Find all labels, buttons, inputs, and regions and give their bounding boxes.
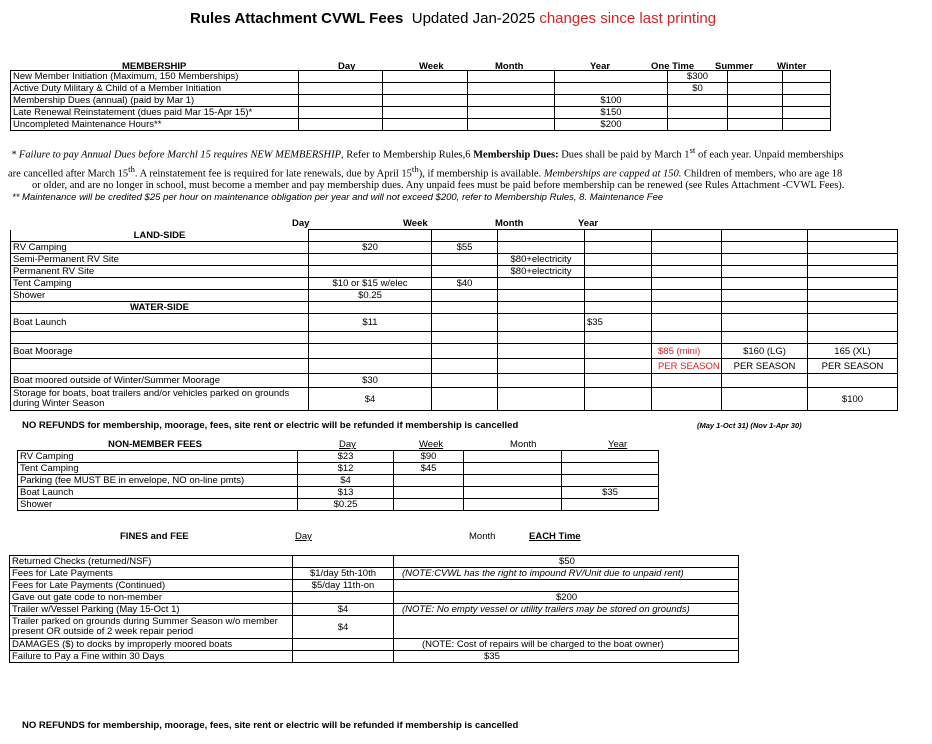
table-row: Boat Launch $13 $35 (18, 487, 659, 499)
boat-moorage-row: Boat Moorage $85 (mini) $160 (LG) 165 (XL) (11, 344, 898, 359)
col-day: Day (339, 439, 356, 450)
membership-table (10, 70, 831, 131)
col-month: Month (495, 218, 524, 229)
table-row: Shower $0.25 (18, 499, 659, 511)
fines-header: FINES and FEE (120, 531, 189, 542)
col-year: Year (578, 218, 599, 229)
table-row: Tent Camping $12 $45 (18, 463, 659, 475)
table-row (11, 332, 898, 344)
table-row: Active Duty Military & Child of a Member Initiation $0 (11, 83, 831, 95)
col-day: Day (292, 218, 310, 229)
table-row: Fees for Late Payments $1/day 5th-10th (NOTE:CVWL has the right to impound RV/Unit due to unpaid rent) (10, 568, 739, 580)
col-one-time: One Time (651, 61, 695, 72)
col-day: Day (295, 531, 312, 542)
table-row: Uncompleted Maintenance Hours** $200 (11, 119, 831, 131)
refund-notice: NO REFUNDS for membership, moorage, fees, site rent or electric will be refunded if membership is cancelled (22, 420, 519, 431)
membership-note-1: * Failure to pay Annual Dues before Marchl 15 requires NEW MEMBERSHIP, Refer to Membership Rules,6 Membership Dues: Dues shall be paid by March 1st of each year. Unpaid memberships (11, 145, 844, 161)
col-year: Year (590, 61, 611, 72)
membership-note-4: ** Maintenance will be credited $25 per hour on maintenance obligation per year and will not exceed $200, refer to Membership Rules, 8. Maintenance Fee (12, 192, 664, 203)
boat-moorage-season-row: PER SEASON PER SEASON PER SEASON (11, 359, 898, 374)
col-year: Year (608, 439, 628, 450)
membership-note-3: or older, and are no longer in school, must become a member and pay membership dues. Any unpaid fees must be paid before membership can be renewed (see Rules Attachment -CVWL Fees). (32, 180, 845, 191)
col-week: Week (403, 218, 428, 229)
table-row: Failure to Pay a Fine within 30 Days $35 (10, 651, 739, 663)
table-row: RV Camping $23 $90 (18, 451, 659, 463)
water-side-header-row (11, 302, 898, 314)
col-week: Week (419, 61, 444, 72)
table-row: Storage for boats, boat trailers and/or vehicles parked on grounds during Winter Season $4 $100 (11, 388, 898, 411)
table-row: RV Camping $20 $55 (11, 242, 898, 254)
table-row: Returned Checks (returned/NSF) $50 (10, 556, 739, 568)
table-row: Membership Dues (annual) (paid by Mar 1) $100 (11, 95, 831, 107)
col-winter: Winter (777, 61, 807, 72)
col-day: Day (338, 61, 356, 72)
table-row: Trailer parked on grounds during Summer Season w/o member present OR outside of 2 week repair period $4 (10, 616, 739, 639)
land-water-table (10, 229, 898, 411)
water-side-header: WATER-SIDE (11, 302, 309, 314)
col-month: Month (510, 439, 537, 450)
changes-note: changes since last printing (539, 10, 717, 27)
col-summer: Summer (715, 61, 754, 72)
col-month: Month (495, 61, 524, 72)
table-row: Shower $0.25 (11, 290, 898, 302)
membership-note-2: are cancelled after March 15th. A reinstatement fee is required for late renewals, due by April 15th), if membership is available. Memberships are capped at 150. Children of members, who are age 18 (8, 164, 843, 180)
season-dates: (May 1-Oct 31) (Nov 1-Apr 30) (697, 421, 802, 430)
table-row: Late Renewal Reinstatement (dues paid Mar 15-Apr 15)* $150 (11, 107, 831, 119)
land-side-header-row (11, 230, 898, 242)
table-row: Gave out gate code to non-member $200 (10, 592, 739, 604)
table-row: Boat Launch $11 $35 (11, 314, 898, 332)
table-row: New Member Initiation (Maximum, 150 Memberships) $300 (11, 71, 831, 83)
table-row: Boat moored outside of Winter/Summer Moorage $30 (11, 374, 898, 388)
non-member-table (17, 450, 659, 511)
table-row: Tent Camping $10 or $15 w/elec $40 (11, 278, 898, 290)
membership-header: MEMBERSHIP (122, 61, 187, 72)
fines-table (9, 555, 739, 663)
table-row: Semi-Permanent RV Site $80+electricity (11, 254, 898, 266)
table-row: Parking (fee MUST BE in envelope, NO on-line pmts) $4 (18, 475, 659, 487)
table-row: Permanent RV Site $80+electricity (11, 266, 898, 278)
updated-date: Updated Jan-2025 (411, 10, 536, 27)
col-month: Month (469, 531, 496, 542)
table-row: Trailer w/Vessel Parking (May 15-Oct 1) $4 (NOTE: No empty vessel or utility trailers may be stored on grounds) (10, 604, 739, 616)
page-title: Rules Attachment CVWL Fees Updated Jan-2025 changes since last printing (190, 10, 717, 27)
non-member-header: NON-MEMBER FEES (108, 439, 202, 450)
col-each-time: EACH Time (529, 531, 581, 542)
col-week: Week (419, 439, 444, 450)
table-row: DAMAGES ($) to docks by improperly moored boats (NOTE: Cost of repairs will be charged to the boat owner) (10, 639, 739, 651)
table-row: Fees for Late Payments (Continued) $5/day 11th-on (10, 580, 739, 592)
land-side-header: LAND-SIDE (11, 230, 309, 242)
footer-refund-notice: NO REFUNDS for membership, moorage, fees, site rent or electric will be refunded if membership is cancelled (22, 720, 519, 731)
